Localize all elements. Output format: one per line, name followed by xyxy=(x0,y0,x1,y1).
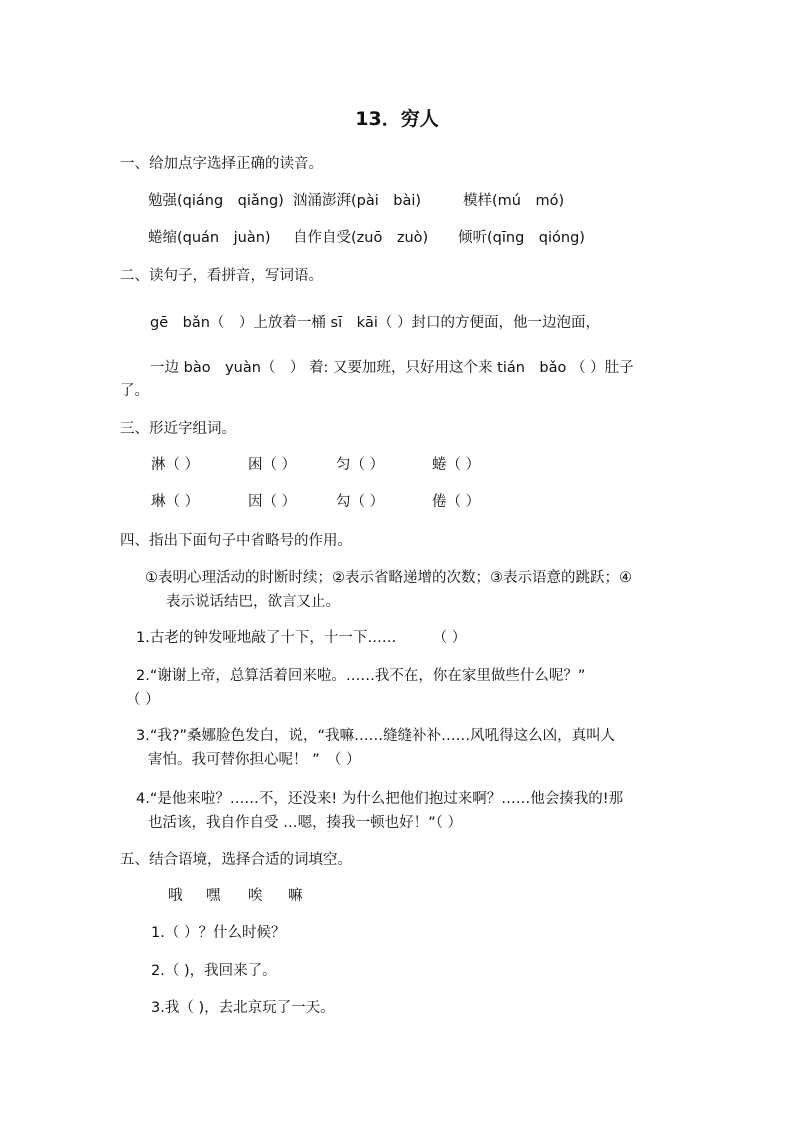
s4-question-2-line-1: 2.“谢谢上帝，总算活着回来啦。……我不在，你在家里做些什么呢？” xyxy=(136,668,586,684)
s3-item-1: 淋（ ） xyxy=(151,457,200,473)
s5-word-1: 哦 xyxy=(168,888,183,904)
s4-options-line-2: 表示说话结巴，欲言又止。 xyxy=(166,594,340,610)
section-1-heading: 一、给加点字选择正确的读音。 xyxy=(120,156,323,172)
section-4-heading: 四、指出下面句子中省略号的作用。 xyxy=(120,533,352,549)
s1-item-5: 自作自受(zuō zuò) xyxy=(293,230,429,246)
s3-item-5: 琳（ ） xyxy=(151,494,200,510)
s2-sentence-line-2: 一边 bào yuàn（ ） 着: 又要加班，只好用这个来 tián bǎo （ ）肚子 xyxy=(150,360,634,376)
s1-item-3: 模样(mú mó) xyxy=(463,193,565,209)
s2-sentence-line-1: gē bǎn（ ）上放着一桶 sī kāi（ ）封口的方便面，他一边泡面， xyxy=(150,315,601,331)
section-3-heading: 三、形近字组词。 xyxy=(120,421,236,437)
section-5-heading: 五、结合语境，选择合适的词填空。 xyxy=(120,852,352,868)
s5-question-1: 1.（ ）？什么时候？ xyxy=(151,925,286,941)
s1-item-2: 汹涌澎湃(pài bài) xyxy=(293,193,422,209)
s5-word-4: 嘛 xyxy=(288,888,303,904)
s5-word-2: 嘿 xyxy=(206,888,221,904)
s1-item-6: 倾听(qīng qióng) xyxy=(458,230,585,246)
s4-question-1: 1.古老的钟发哑地敲了十下，十一下…… （ ） xyxy=(136,630,467,646)
s3-item-3: 匀（ ） xyxy=(336,457,385,473)
s3-item-8: 倦（ ） xyxy=(432,494,481,510)
section-2-heading: 二、读句子，看拼音，写词语。 xyxy=(120,268,323,284)
s5-word-3: 唉 xyxy=(248,888,263,904)
s4-options-line-1: ①表明心理活动的时断时续；②表示省略递增的次数；③表示语意的跳跃；④ xyxy=(145,570,632,586)
s1-item-1: 勉强(qiáng qiǎng) xyxy=(148,193,284,209)
s3-item-2: 困（ ） xyxy=(248,457,297,473)
s5-question-3: 3.我（ )，去北京玩了一天。 xyxy=(151,1000,335,1016)
s3-item-4: 蜷（ ） xyxy=(432,457,481,473)
s3-item-7: 勾（ ） xyxy=(336,494,385,510)
s4-question-3-line-1: 3.“我?”桑娜脸色发白，说，“我嘛……缝缝补补……风吼得这么凶，真叫人 xyxy=(136,728,616,744)
s1-item-4: 蜷缩(quán juàn) xyxy=(148,230,271,246)
s3-item-6: 因（ ） xyxy=(248,494,297,510)
s5-question-2: 2.（ )，我回来了。 xyxy=(151,963,277,979)
s4-question-2-line-2: （ ） xyxy=(126,692,160,708)
s4-question-3-line-2: 害怕。我可替你担心呢！ ” （ ） xyxy=(148,752,361,768)
page-title: 13．穷人 xyxy=(355,108,439,130)
s4-question-4-line-2: 也活该，我自作自受 …嗯，揍我一顿也好！”（ ） xyxy=(148,815,462,831)
s4-question-4-line-1: 4.“是他来啦？……不，还没来! 为什么把他们抱过来啊？……他会揍我的!那 xyxy=(136,791,624,807)
s2-sentence-line-3: 了。 xyxy=(120,383,149,399)
